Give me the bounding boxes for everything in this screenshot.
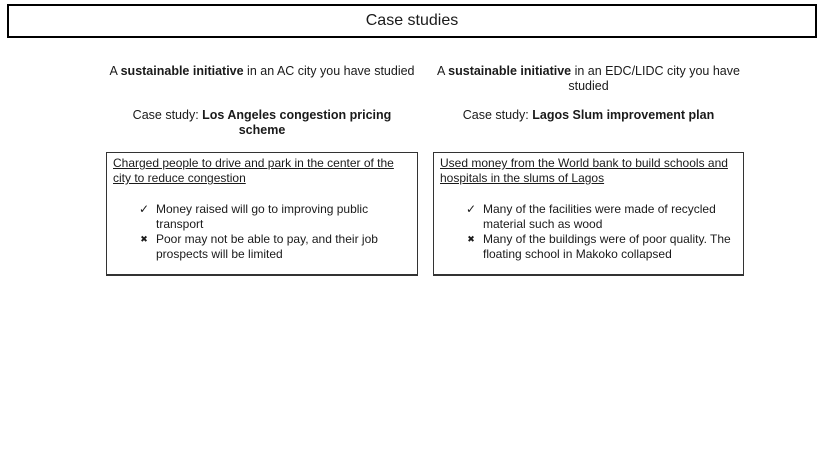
point-text: Poor may not be able to pay, and their job prospects will be limited <box>156 232 378 261</box>
prompt-bold-text: sustainable initiative <box>120 64 244 78</box>
case-study-card <box>106 152 418 276</box>
case-study-label: Case study: <box>462 108 533 122</box>
case-study-name: Los Angeles congestion pricing scheme <box>202 108 392 137</box>
point-text: Many of the facilities were made of recycled material such as wood <box>483 202 716 231</box>
case-study-column-edc-lidc <box>433 64 744 261</box>
check-icon: ✓ <box>138 202 150 216</box>
page-title: Case studies <box>365 12 459 29</box>
point-text: Money raised will go to improving public transport <box>156 202 369 231</box>
list-item <box>440 202 737 232</box>
case-study-heading <box>433 108 744 140</box>
case-study-card <box>433 152 744 276</box>
case-study-column-ac <box>106 64 418 261</box>
prompt-bold-text: sustainable initiative <box>448 64 572 78</box>
check-icon: ✓ <box>465 202 477 216</box>
points-list <box>440 202 737 262</box>
list-item <box>440 232 737 262</box>
prompt-text-end: in an AC city you have studied <box>243 64 415 78</box>
case-study-name: Lagos Slum improvement plan <box>532 108 715 122</box>
cross-icon: ✖ <box>467 234 475 244</box>
prompt-text: A <box>109 64 121 78</box>
list-item <box>113 202 411 232</box>
prompt-text-end: in an EDC/LIDC city you have studied <box>568 64 740 93</box>
column-prompt <box>433 64 744 96</box>
title-box <box>7 4 817 38</box>
prompt-text: A <box>437 64 449 78</box>
column-prompt <box>106 64 418 96</box>
case-study-heading <box>106 108 418 140</box>
list-item <box>113 232 411 262</box>
case-summary: Used money from the World bank to build schools and hospitals in the slums of Lagos <box>440 156 728 185</box>
points-list <box>113 202 411 262</box>
point-text: Many of the buildings were of poor quality. The floating school in Makoko collapsed <box>483 232 731 261</box>
cross-icon: ✖ <box>140 234 148 244</box>
case-study-label: Case study: <box>132 108 203 122</box>
case-summary: Charged people to drive and park in the center of the city to reduce congestion <box>113 156 394 185</box>
